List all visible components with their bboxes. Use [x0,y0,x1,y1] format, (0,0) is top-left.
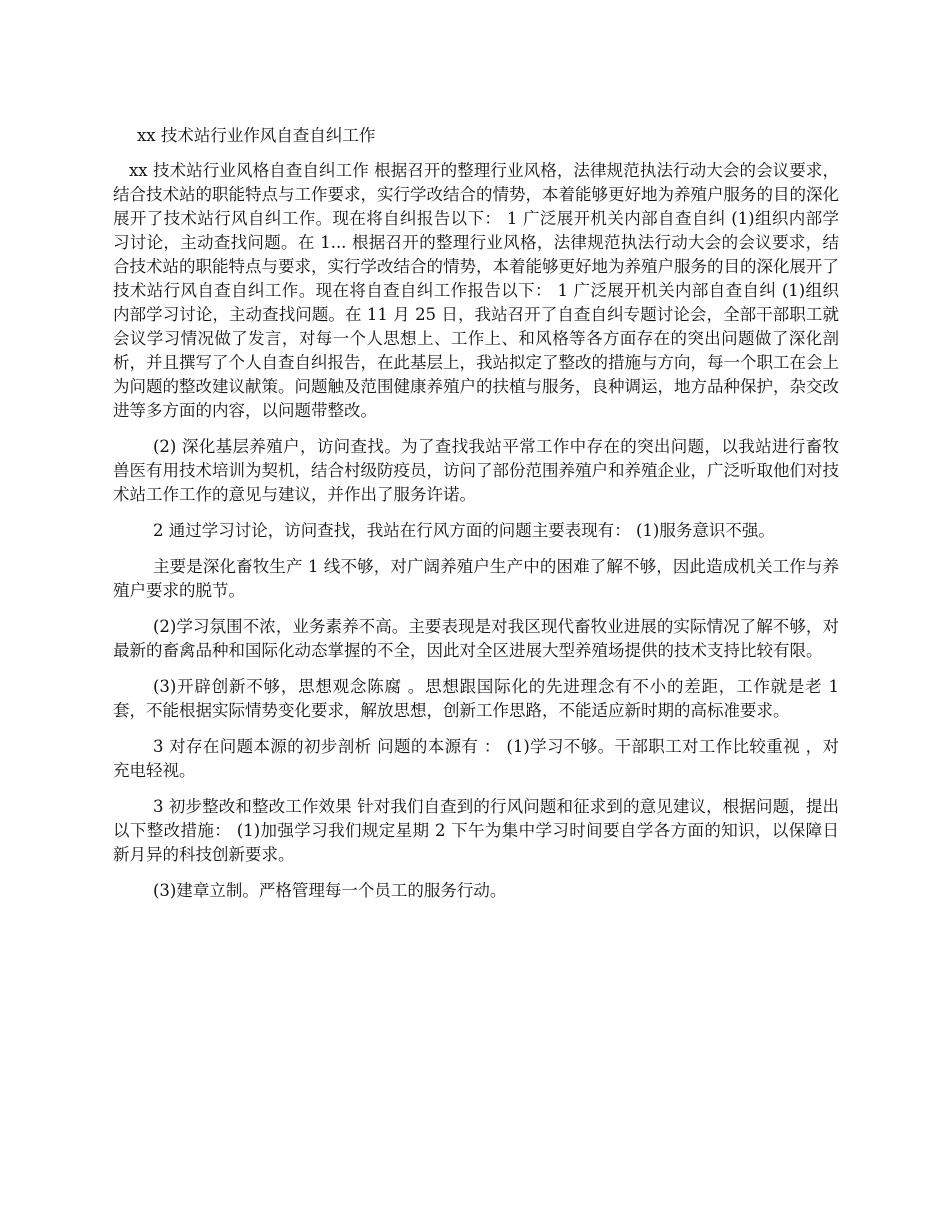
paragraph-service-gap: 主要是深化畜牧生产 1 线不够，对广阔养殖户生产中的困难了解不够，因此造成机关工作与养殖户要求的脱节。 [113,557,839,600]
paragraph-problems-summary: 2 通过学习讨论，访问查找，我站在行风方面的问题主要表现有： (1)服务意识不强。 [153,521,775,540]
paragraph-study-atmosphere: (2)学习氛围不浓，业务素养不高。主要表现是对我区现代畜牧业进展的实际情况了解不够，对最新的畜禽品种和国际化动态掌握的不全，因此对全区进展大型养殖场提供的技术支持比较有限。 [113,617,839,660]
paragraph-visit-farmers: (2) 深化基层养殖户，访问查找。为了查找我站平常工作中存在的突出问题，以我站进行畜牧兽医有用技术培训为契机，结合村级防疫员，访问了部份范围养殖户和养殖企业，广泛听取他们对技术站工作工作的意见与建议，并作出了服务许诺。 [113,437,839,504]
paragraph-innovation: (3)开辟创新不够，思想观念陈腐 。思想跟国际化的先进理念有不小的差距，工作就是老 1 套，不能根据实际情势变化要求，解放思想，创新工作思路，不能适应新时期的高标准要求。 [113,677,839,720]
document-title: xx 技术站行业作风自查自纠工作 [137,126,376,145]
document-page [113,124,839,915]
paragraph-rectification: 3 初步整改和整改工作效果 针对我们自查到的行风问题和征求到的意见建议，根据问题，提出以下整改措施： (1)加强学习我们规定星期 2 下午为集中学习时间要自学各方面的知识，以保障日新月异的科技创新要求。 [113,797,839,864]
paragraph-intro: xx 技术站行业风格自查自纠工作 根据召开的整理行业风格，法律规范执法行动大会的会议要求，结合技术站的职能特点与工作要求，实行学改结合的情势，本着能够更好地为养殖户服务的目的深化展开了技术站行风自纠工作。现在将自纠报告以下： 1 广泛展开机关内部自查自纠 (1)组织内部学习讨论，主动查找问题。在 1... 根据召开的整理行业风格，法律规范执法行动大会的会议要求，结合技术站的职能特点与要求，实行学改结合的情势，本着能够更好地为养殖户服务的目的深化展开了技术站行风自查自纠工作。现在将自查自纠工作报告以下： 1 广泛展开机关内部自查自纠 (1)组织内部学习讨论，主动查找问题。在 11 月 25 日，我站召开了自查自纠专题讨论会，全部干部职工就会议学习情况做了发言，对每一个人思想上、工作上、和风格等各方面存在的突出问题做了深化剖析，并且撰写了个人自查自纠报告，在此基层上，我站拟定了整改的措施与方向，每一个职工在会上为问题的整改建议献策。问题触及范围健康养殖户的扶植与服务，良种调运，地方品种保护，杂交改进等多方面的内容，以问题带整改。 [113,161,839,420]
paragraph-regulations: (3)建章立制。严格管理每一个员工的服务行动。 [153,881,507,900]
paragraph-root-cause: 3 对存在问题本源的初步剖析 问题的本源有 ： (1)学习不够。干部职工对工作比较重视 ，对充电轻视。 [113,737,839,780]
